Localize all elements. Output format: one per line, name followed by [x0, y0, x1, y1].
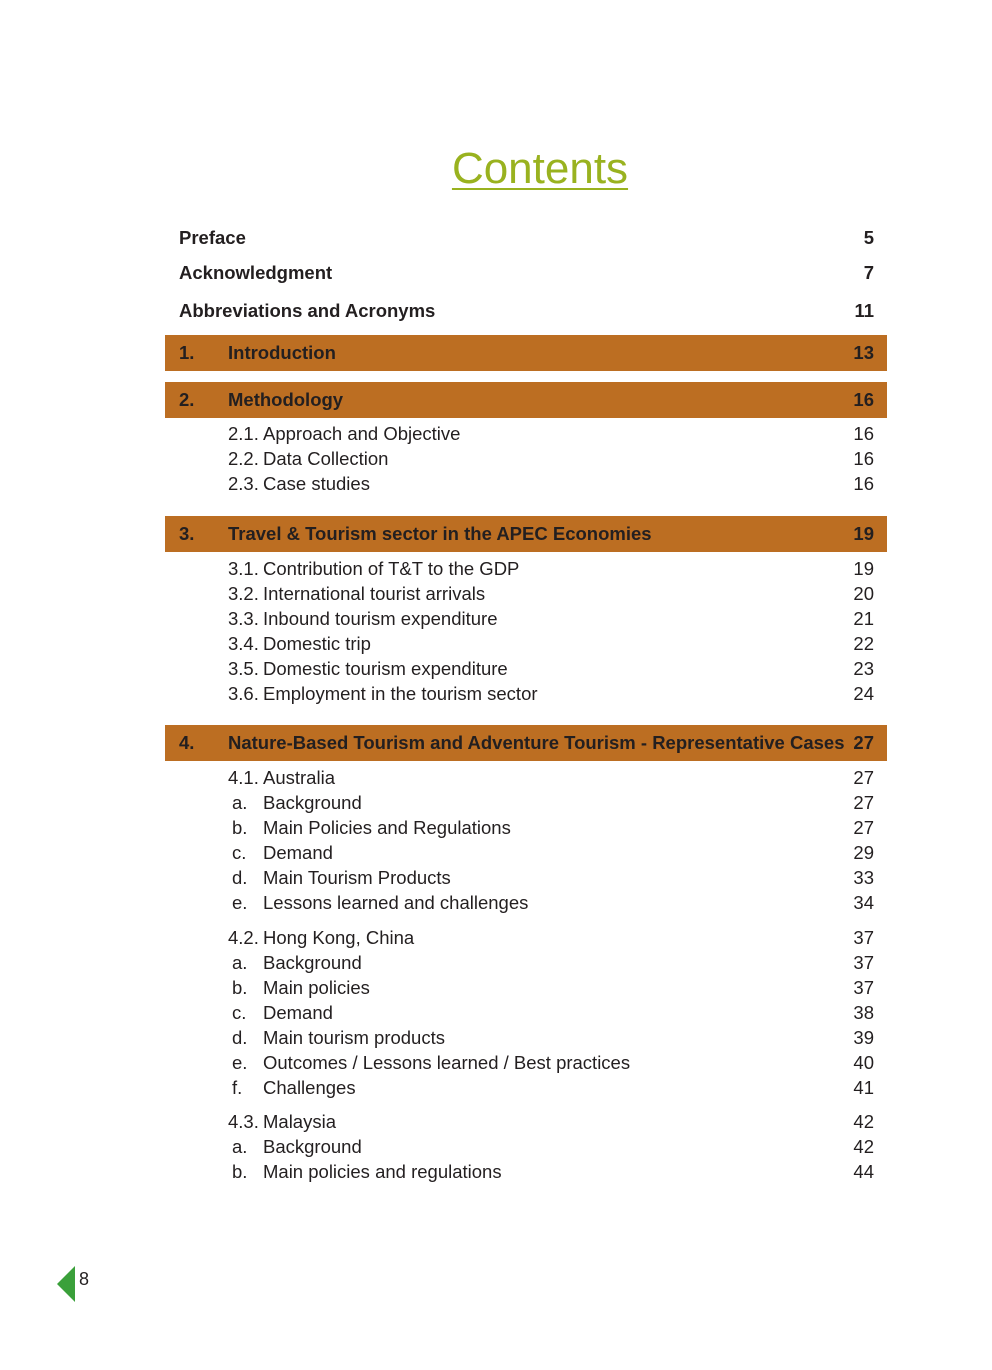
toc-item-4-1-a[interactable] — [165, 790, 887, 815]
toc-page: 16 — [853, 389, 874, 410]
toc-label: Challenges — [263, 1077, 356, 1098]
toc-label: Demand — [263, 842, 333, 863]
toc-chapter-2[interactable] — [165, 382, 887, 418]
toc-page: 37 — [853, 977, 874, 998]
toc-number: d. — [232, 867, 248, 888]
toc-chapter-4[interactable] — [165, 725, 887, 761]
toc-front-abbreviations[interactable] — [165, 298, 887, 323]
toc-page: 27 — [853, 792, 874, 813]
toc-page: 11 — [854, 300, 874, 321]
toc-number: c. — [232, 1002, 247, 1023]
toc-page: 13 — [853, 342, 874, 363]
toc-page: 44 — [853, 1161, 874, 1182]
toc-label: Inbound tourism expenditure — [263, 608, 498, 629]
toc-front-preface[interactable] — [165, 225, 887, 250]
page-number: 8 — [79, 1269, 90, 1289]
toc-label: Demand — [263, 1002, 333, 1023]
toc-page: 27 — [853, 767, 874, 788]
toc-item-4-3-a[interactable] — [165, 1134, 887, 1159]
toc-section-2-1[interactable] — [165, 421, 887, 446]
toc-number: b. — [232, 817, 248, 838]
toc-label: Background — [263, 792, 362, 813]
toc-label: Main Tourism Products — [263, 867, 451, 888]
toc-page: 42 — [853, 1111, 874, 1132]
toc-section-3-4[interactable] — [165, 631, 887, 656]
toc-page: 38 — [853, 1002, 874, 1023]
contents-title: Contents — [451, 144, 629, 193]
toc-label: Acknowledgment — [179, 262, 333, 283]
toc-section-3-1[interactable] — [165, 556, 887, 581]
toc-page: 37 — [853, 952, 874, 973]
toc-number: f. — [232, 1077, 243, 1098]
toc-section-3-5[interactable] — [165, 656, 887, 681]
toc-item-4-1-d[interactable] — [165, 865, 887, 890]
toc-label: Data Collection — [263, 448, 389, 469]
toc-page: 27 — [853, 817, 874, 838]
toc-page: 37 — [853, 927, 874, 948]
toc-number: a. — [232, 952, 248, 973]
toc-item-4-2-f[interactable] — [165, 1075, 887, 1100]
toc-section-3-3[interactable] — [165, 606, 887, 631]
toc-page: 7 — [863, 262, 874, 283]
toc-page: 29 — [853, 842, 874, 863]
toc-chapter-3[interactable] — [165, 516, 887, 552]
toc-page: 33 — [853, 867, 874, 888]
toc-label: Domestic trip — [263, 633, 371, 654]
toc-item-4-2-c[interactable] — [165, 1000, 887, 1025]
toc-number: 4.3. — [228, 1111, 259, 1132]
toc-number: d. — [232, 1027, 248, 1048]
toc-label: Employment in the tourism sector — [263, 683, 538, 704]
toc-label: Domestic tourism expenditure — [263, 658, 508, 679]
toc-page: 19 — [853, 523, 874, 544]
toc-number: 3.1. — [228, 558, 259, 579]
toc-item-4-1-c[interactable] — [165, 840, 887, 865]
toc-section-4-2[interactable] — [165, 925, 887, 950]
toc-number: 4. — [179, 732, 195, 753]
toc-section-4-3[interactable] — [165, 1109, 887, 1134]
toc-label: Contribution of T&T to the GDP — [263, 558, 520, 579]
toc-page: 27 — [853, 732, 874, 753]
toc-number: c. — [232, 842, 247, 863]
toc-page: 20 — [853, 583, 874, 604]
toc-number: e. — [232, 892, 248, 913]
toc-page: 16 — [853, 423, 874, 444]
toc-section-3-6[interactable] — [165, 681, 887, 706]
toc-item-4-2-d[interactable] — [165, 1025, 887, 1050]
page-marker-icon — [57, 1266, 75, 1302]
toc-label: Preface — [179, 227, 246, 248]
toc-section-4-1[interactable] — [165, 765, 887, 790]
toc-label: Outcomes / Lessons learned / Best practices — [263, 1052, 631, 1073]
toc-label: Background — [263, 952, 362, 973]
toc-item-4-2-a[interactable] — [165, 950, 887, 975]
toc-page: 16 — [853, 473, 874, 494]
toc-label: Main Policies and Regulations — [263, 817, 511, 838]
toc-label: Lessons learned and challenges — [263, 892, 529, 913]
toc-label: Main policies and regulations — [263, 1161, 502, 1182]
toc-page: 23 — [853, 658, 874, 679]
toc-section-2-2[interactable] — [165, 446, 887, 471]
toc-page: 40 — [853, 1052, 874, 1073]
toc-section-2-3[interactable] — [165, 471, 887, 496]
toc-label: International tourist arrivals — [263, 583, 486, 604]
toc-label: Main tourism products — [263, 1027, 445, 1048]
toc-page: 24 — [853, 683, 874, 704]
toc-item-4-2-e[interactable] — [165, 1050, 887, 1075]
toc-number: 2. — [179, 389, 195, 410]
toc-item-4-3-b[interactable] — [165, 1159, 887, 1184]
toc-label: Abbreviations and Acronyms — [179, 300, 436, 321]
toc-number: 2.3. — [228, 473, 259, 494]
toc-page: 34 — [853, 892, 874, 913]
toc-page: 42 — [853, 1136, 874, 1157]
toc-item-4-2-b[interactable] — [165, 975, 887, 1000]
toc-label: Australia — [263, 767, 335, 788]
toc-label: Nature-Based Tourism and Adventure Tourism - Representative Cases — [228, 732, 845, 753]
toc-front-acknowledgment[interactable] — [165, 260, 887, 285]
toc-number: 3.2. — [228, 583, 259, 604]
toc-item-4-1-e[interactable] — [165, 890, 887, 915]
toc-number: 2.2. — [228, 448, 259, 469]
toc-page: 19 — [853, 558, 874, 579]
toc-number: b. — [232, 1161, 248, 1182]
toc-number: 3.5. — [228, 658, 259, 679]
toc-page: 39 — [853, 1027, 874, 1048]
toc-number: 4.1. — [228, 767, 259, 788]
toc-page: 22 — [853, 633, 874, 654]
toc-label: Main policies — [263, 977, 370, 998]
toc-number: 3. — [179, 523, 195, 544]
toc-page: 16 — [853, 448, 874, 469]
toc-number: e. — [232, 1052, 248, 1073]
toc-label: Methodology — [228, 389, 344, 410]
toc-number: 4.2. — [228, 927, 259, 948]
toc-number: b. — [232, 977, 248, 998]
toc-label: Background — [263, 1136, 362, 1157]
toc-section-3-2[interactable] — [165, 581, 887, 606]
toc-page: 41 — [853, 1077, 874, 1098]
toc-number: 3.6. — [228, 683, 259, 704]
toc-page: 5 — [863, 227, 874, 248]
toc-number: 2.1. — [228, 423, 259, 444]
toc-number: a. — [232, 1136, 248, 1157]
toc-number: a. — [232, 792, 248, 813]
toc-page: 21 — [853, 608, 874, 629]
toc-number: 3.4. — [228, 633, 259, 654]
toc-number: 3.3. — [228, 608, 259, 629]
toc-item-4-1-b[interactable] — [165, 815, 887, 840]
toc-label: Hong Kong, China — [263, 927, 415, 948]
toc-number: 1. — [179, 342, 195, 363]
toc-label: Approach and Objective — [263, 423, 461, 444]
toc-label: Case studies — [263, 473, 370, 494]
toc-label: Malaysia — [263, 1111, 336, 1132]
toc-chapter-1[interactable] — [165, 335, 887, 371]
toc-label: Travel & Tourism sector in the APEC Economies — [228, 523, 652, 544]
toc-label: Introduction — [228, 342, 336, 363]
